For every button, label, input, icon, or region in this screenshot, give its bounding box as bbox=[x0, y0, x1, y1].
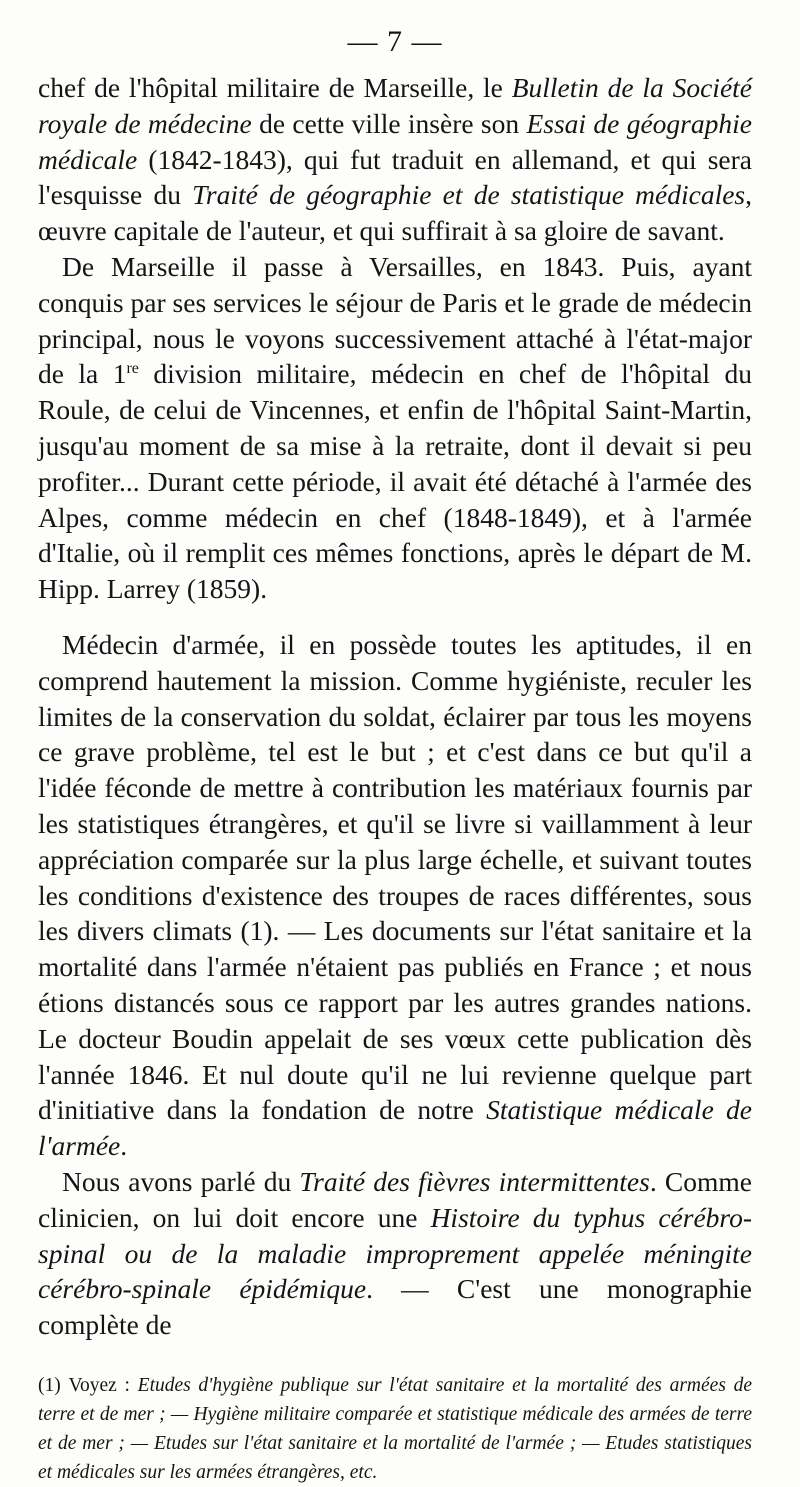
text-run: , œuvre capitale de l'auteur, et qui suffirait à sa gloire de savant. bbox=[38, 179, 752, 247]
text-run: Médecin d'armée, il en possède toutes les aptitudes, il en comprend hautement la mission. Comme hygiéniste, reculer les limites de la conservation du soldat, éclairer par tous les moyens ce grave problème, tel est le but ; et c'est dans ce but qu'il a l'idée féconde de mettre à contribution les matériaux fournis par les statistiques étrangères, et qu'il se livre si vaillamment à leur appréciation comparée sur la plus large échelle, et suivant toutes les conditions d'existence des troupes de races différentes, sous les divers climats (1). — Les documents sur l'état sanitaire et la mortalité dans l'armée n'étaient pas publiés en France ; et nous étions distancés sous ce rapport par les autres grandes nations. Le docteur Boudin appelait de ses vœux cette publication dès l'année 1846. Et nul doute qu'il ne lui revienne quelque part d'initiative dans la fondation de notre bbox=[38, 628, 752, 1126]
footnote-mark: (1) bbox=[38, 1374, 61, 1396]
text-run: . Comme clinicien, on lui doit encore une bbox=[38, 1165, 752, 1233]
paragraph bbox=[38, 1164, 752, 1343]
footnote-body: Etudes d'hygiène publique sur l'état sanitaire et la mortalité des armées de terre et de mer ; — Hygiène militaire comparée et statistique médicale des armées de terre et de mer ; — Etudes sur l'état sanitaire et la mortalité de l'armée ; — Etudes statistiques et médicales sur les armées étrangères, etc. bbox=[38, 1374, 753, 1483]
superscript: re bbox=[126, 360, 139, 378]
text-run: De Marseille il passe à Versailles, en 1843. Puis, ayant conquis par ses services le séjour de Paris et le grade de médecin principal, nous le voyons successivement attaché à l'état-major de la 1 bbox=[38, 250, 752, 390]
text-run: . bbox=[120, 1130, 128, 1162]
paragraph bbox=[38, 70, 752, 249]
text-run: . — C'est une monographie complète de bbox=[38, 1273, 752, 1341]
page-number: — 7 — bbox=[347, 25, 443, 58]
text-run: de cette ville insère son bbox=[251, 107, 527, 139]
italic-title: Histoire du typhus cérébro-spinal ou de la maladie improprement appelée méningite cérébro-spinale épidémique bbox=[38, 1201, 752, 1305]
body-text bbox=[38, 70, 752, 1343]
footnote-text bbox=[38, 1371, 752, 1487]
italic-title: Bulletin de la Société royale de médecine bbox=[38, 72, 753, 139]
paragraph bbox=[38, 627, 752, 1164]
italic-title: Traité de géographie et de statistique médicales bbox=[192, 179, 746, 211]
italic-title: Statistique médicale de l'armée bbox=[38, 1094, 752, 1162]
text-run: division militaire, médecin en chef de l'hôpital du Roule, de celui de Vincennes, et enfin de l'hôpital Saint-Martin, jusqu'au moment de sa mise à la retraite, dont il devait si peu profiter... Durant cette période, il avait été détaché à l'armée des Alpes, comme médecin en chef (1848-1849), et à l'armée d'Italie, où il remplit ces mêmes fonctions, après le départ de M. Hipp. Larrey (1859). bbox=[38, 358, 752, 605]
paragraph bbox=[38, 249, 752, 607]
text-run: Nous avons parlé du bbox=[62, 1165, 300, 1197]
footnote-lead: Voyez : bbox=[68, 1374, 130, 1396]
text-run: (1842-1843), qui fut traduit en allemand, et qui sera l'esquisse du bbox=[38, 143, 752, 211]
text-run: chef de l'hôpital militaire de Marseille, le bbox=[38, 72, 512, 103]
italic-title: Essai de géographie médicale bbox=[38, 107, 752, 175]
footnote bbox=[38, 1371, 752, 1487]
italic-title: Traité des fièvres intermittentes bbox=[299, 1165, 650, 1197]
